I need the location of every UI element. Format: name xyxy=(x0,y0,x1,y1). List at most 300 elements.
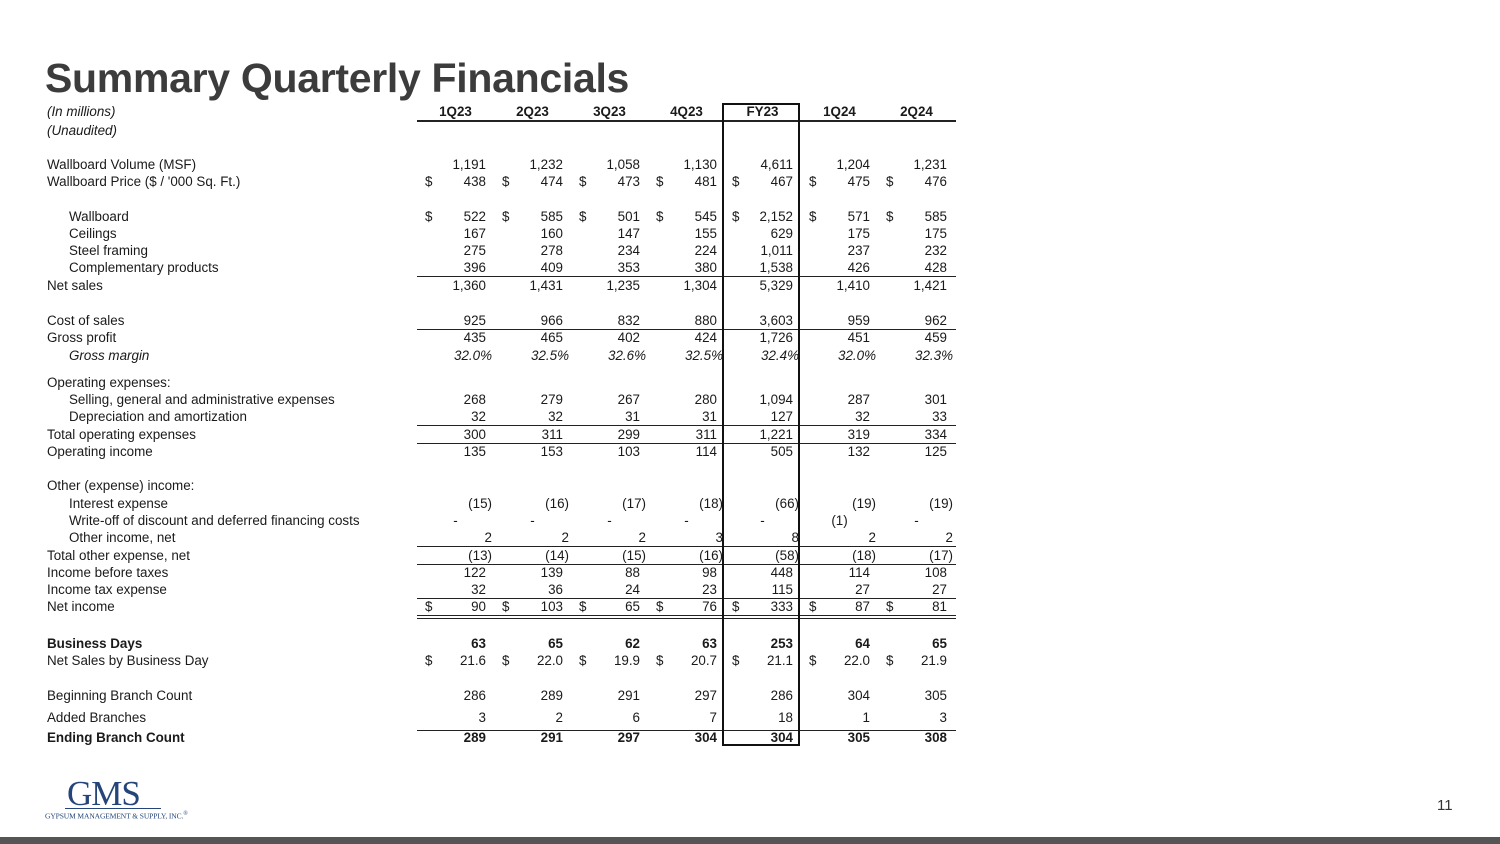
table-row xyxy=(0,208,1000,225)
cell-value: 32.3% xyxy=(915,348,953,363)
cell-value: 31 xyxy=(625,409,640,424)
cell-value: 475 xyxy=(847,174,870,189)
value-cell xyxy=(571,173,648,190)
cell-value: 1 xyxy=(862,710,870,725)
cell-value: (13) xyxy=(468,548,492,563)
cell-value: 1,410 xyxy=(836,278,870,293)
value-cell xyxy=(417,635,494,652)
row-label: Complementary products xyxy=(69,260,219,275)
cell-value: 31 xyxy=(702,409,717,424)
currency-symbol: $ xyxy=(886,174,894,189)
cell-value: 428 xyxy=(924,260,947,275)
cell-value: 304 xyxy=(770,730,793,745)
value-cell xyxy=(801,635,878,652)
table-row xyxy=(0,312,1000,329)
cell-value: 65 xyxy=(548,636,563,651)
table-row xyxy=(0,408,1000,425)
cell-value: 81 xyxy=(932,599,947,614)
cell-value: 545 xyxy=(694,209,717,224)
table-row xyxy=(0,547,1000,564)
table-row xyxy=(0,242,1000,259)
cell-value: 135 xyxy=(463,444,486,459)
value-cell xyxy=(648,687,725,704)
value-cell xyxy=(648,312,725,329)
value-cell xyxy=(648,329,725,346)
cell-value: 289 xyxy=(540,688,563,703)
currency-symbol: $ xyxy=(809,599,817,614)
value-cell xyxy=(417,156,494,173)
value-cell xyxy=(494,443,571,460)
cell-value: 396 xyxy=(463,260,486,275)
cell-value: 19.9 xyxy=(613,653,640,668)
value-cell xyxy=(878,547,955,564)
row-label: Wallboard Price ($ / '000 Sq. Ft.) xyxy=(47,174,241,189)
cell-value: 18 xyxy=(778,710,793,725)
cell-value: 234 xyxy=(617,243,640,258)
value-cell xyxy=(494,259,571,276)
cell-value: 301 xyxy=(924,392,947,407)
cell-value: 27 xyxy=(932,582,947,597)
cell-value: 962 xyxy=(924,313,947,328)
cell-value: 1,094 xyxy=(759,392,793,407)
cell-value: (66) xyxy=(775,496,799,511)
value-cell xyxy=(417,495,494,512)
cell-value: 175 xyxy=(924,226,947,241)
cell-value: 1,538 xyxy=(759,260,793,275)
cell-value: 122 xyxy=(463,565,486,580)
value-cell xyxy=(648,598,725,615)
currency-symbol: $ xyxy=(502,599,510,614)
cell-value: 286 xyxy=(463,688,486,703)
table-row xyxy=(0,156,1000,173)
cell-value: 63 xyxy=(471,636,486,651)
cell-value: 132 xyxy=(847,444,870,459)
cell-value: 4,611 xyxy=(760,157,793,172)
value-cell xyxy=(801,547,878,564)
cell-value: 2 xyxy=(555,710,563,725)
cell-value: 275 xyxy=(463,243,486,258)
cell-value: 32.0% xyxy=(838,348,876,363)
column-header-1q23 xyxy=(417,103,494,120)
cell-value: 103 xyxy=(617,444,640,459)
value-cell xyxy=(648,173,725,190)
cell-value: (18) xyxy=(699,496,723,511)
value-cell xyxy=(571,329,648,346)
value-cell xyxy=(571,225,648,242)
cell-value: 167 xyxy=(463,226,486,241)
row-label: Write-off of discount and deferred financing costs xyxy=(69,513,360,528)
value-cell xyxy=(494,547,571,564)
cell-value: 139 xyxy=(540,565,563,580)
cell-value: 21.9 xyxy=(920,653,947,668)
value-cell xyxy=(801,391,878,408)
value-cell xyxy=(494,156,571,173)
value-cell xyxy=(648,443,725,460)
value-cell xyxy=(878,729,955,746)
cell-value: 3 xyxy=(715,530,723,545)
row-label: (Unaudited) xyxy=(47,123,117,138)
cell-value: 424 xyxy=(694,330,717,345)
cell-value: - xyxy=(684,513,689,528)
value-cell xyxy=(648,495,725,512)
value-cell xyxy=(417,652,494,669)
value-cell xyxy=(878,426,955,443)
cell-value: 501 xyxy=(617,209,640,224)
row-label: Net sales xyxy=(47,278,103,293)
cell-value: 334 xyxy=(924,427,947,442)
cell-value: 160 xyxy=(540,226,563,241)
currency-symbol: $ xyxy=(809,174,817,189)
cell-value: 6 xyxy=(632,710,640,725)
row-underline xyxy=(417,615,956,616)
cell-value: 32.0% xyxy=(454,348,492,363)
cell-value: 8 xyxy=(791,530,799,545)
currency-symbol: $ xyxy=(502,174,510,189)
cell-value: 1,726 xyxy=(759,330,793,345)
cell-value: 32 xyxy=(855,409,870,424)
cell-value: 153 xyxy=(540,444,563,459)
table-row xyxy=(0,564,1000,581)
cell-value: 7 xyxy=(709,710,717,725)
value-cell xyxy=(494,564,571,581)
cell-value: 147 xyxy=(617,226,640,241)
cell-value: 1,231 xyxy=(913,157,947,172)
cell-value: 966 xyxy=(540,313,563,328)
column-header-label: 3Q23 xyxy=(593,104,626,119)
cell-value: - xyxy=(453,513,458,528)
value-cell xyxy=(878,581,955,598)
cell-value: 76 xyxy=(702,599,717,614)
cell-value: 467 xyxy=(770,174,793,189)
cell-value: 127 xyxy=(770,409,793,424)
value-cell xyxy=(878,225,955,242)
value-cell xyxy=(417,408,494,425)
cell-value: 20.7 xyxy=(690,653,717,668)
cell-value: 5,329 xyxy=(759,278,793,293)
row-label: Other income, net xyxy=(69,530,176,545)
cell-value: 319 xyxy=(847,427,870,442)
value-cell xyxy=(417,564,494,581)
currency-symbol: $ xyxy=(732,209,740,224)
table-row xyxy=(0,329,1000,346)
value-cell xyxy=(571,729,648,746)
value-cell xyxy=(571,529,648,546)
table-row xyxy=(0,173,1000,190)
cell-value: (15) xyxy=(622,548,646,563)
value-cell xyxy=(494,347,571,364)
value-cell xyxy=(878,564,955,581)
cell-value: 2 xyxy=(484,530,492,545)
cell-value: 1,204 xyxy=(836,157,870,172)
value-cell xyxy=(571,259,648,276)
value-cell xyxy=(801,529,878,546)
cell-value: 1,421 xyxy=(913,278,947,293)
row-label: Operating income xyxy=(47,444,153,459)
cell-value: 585 xyxy=(540,209,563,224)
cell-value: 286 xyxy=(770,688,793,703)
cell-value: 87 xyxy=(855,599,870,614)
row-label: Income before taxes xyxy=(47,565,169,580)
value-cell xyxy=(494,173,571,190)
value-cell xyxy=(417,391,494,408)
value-cell xyxy=(878,391,955,408)
value-cell xyxy=(878,277,955,294)
cell-value: 98 xyxy=(702,565,717,580)
cell-value: 2 xyxy=(638,530,646,545)
cell-value: 125 xyxy=(924,444,947,459)
value-cell xyxy=(648,156,725,173)
table-row xyxy=(0,374,1000,391)
value-cell xyxy=(494,426,571,443)
value-cell xyxy=(878,652,955,669)
table-row xyxy=(0,512,1000,529)
row-label: Other (expense) income: xyxy=(47,478,195,493)
currency-symbol: $ xyxy=(732,174,740,189)
table-row xyxy=(0,652,1000,669)
value-cell xyxy=(494,598,571,615)
cell-value: 474 xyxy=(540,174,563,189)
value-cell xyxy=(417,173,494,190)
column-header-label: FY23 xyxy=(746,104,779,119)
value-cell xyxy=(648,408,725,425)
currency-symbol: $ xyxy=(425,174,433,189)
row-label: Ceilings xyxy=(69,226,117,241)
cell-value: (18) xyxy=(852,548,876,563)
value-cell xyxy=(801,277,878,294)
column-header-label: 2Q23 xyxy=(516,104,549,119)
value-cell xyxy=(878,687,955,704)
cell-value: 279 xyxy=(540,392,563,407)
cell-value: 32.6% xyxy=(608,348,646,363)
value-cell xyxy=(801,259,878,276)
row-label: Income tax expense xyxy=(47,582,167,597)
cell-value: 32.5% xyxy=(531,348,569,363)
value-cell xyxy=(417,443,494,460)
cell-value: 289 xyxy=(463,730,486,745)
currency-symbol: $ xyxy=(809,209,817,224)
value-cell xyxy=(571,495,648,512)
cell-value: 115 xyxy=(771,582,793,597)
value-cell xyxy=(494,635,571,652)
cell-value: 435 xyxy=(463,330,486,345)
double-underline xyxy=(417,618,956,619)
row-label: Interest expense xyxy=(69,496,169,511)
cell-value: 311 xyxy=(541,427,563,442)
value-cell xyxy=(571,312,648,329)
value-cell xyxy=(801,173,878,190)
value-cell xyxy=(801,687,878,704)
currency-symbol: $ xyxy=(886,209,894,224)
table-row xyxy=(0,391,1000,408)
cell-value: 103 xyxy=(540,599,563,614)
value-cell xyxy=(878,512,955,529)
cell-value: 114 xyxy=(848,565,870,580)
value-cell xyxy=(801,512,878,529)
cell-value: 65 xyxy=(625,599,640,614)
currency-symbol: $ xyxy=(425,209,433,224)
value-cell xyxy=(878,635,955,652)
value-cell xyxy=(571,564,648,581)
cell-value: 33 xyxy=(932,409,947,424)
table-row xyxy=(0,225,1000,242)
fy23-column-highlight xyxy=(722,103,800,746)
cell-value: (16) xyxy=(545,496,569,511)
cell-value: 3,603 xyxy=(759,313,793,328)
value-cell xyxy=(494,391,571,408)
row-label: Added Branches xyxy=(47,710,147,725)
cell-value: 300 xyxy=(463,427,486,442)
cell-value: - xyxy=(914,513,919,528)
value-cell xyxy=(801,598,878,615)
cell-value: 585 xyxy=(924,209,947,224)
cell-value: 22.0 xyxy=(536,653,563,668)
page-title: Summary Quarterly Financials xyxy=(45,55,630,101)
cell-value: 297 xyxy=(694,688,717,703)
value-cell xyxy=(571,635,648,652)
cell-value: 308 xyxy=(924,730,947,745)
logo-rule xyxy=(65,808,161,809)
cell-value: 280 xyxy=(694,392,717,407)
value-cell xyxy=(801,347,878,364)
cell-value: 32 xyxy=(548,409,563,424)
cell-value: 476 xyxy=(924,174,947,189)
value-cell xyxy=(801,408,878,425)
cell-value: 1,130 xyxy=(683,157,717,172)
currency-symbol: $ xyxy=(502,653,510,668)
value-cell xyxy=(648,391,725,408)
cell-value: 108 xyxy=(924,565,947,580)
value-cell xyxy=(494,312,571,329)
value-cell xyxy=(801,564,878,581)
value-cell xyxy=(417,277,494,294)
cell-value: 299 xyxy=(617,427,640,442)
value-cell xyxy=(648,709,725,726)
value-cell xyxy=(571,547,648,564)
cell-value: 32 xyxy=(471,582,486,597)
cell-value: 1,011 xyxy=(760,243,793,258)
table-row xyxy=(0,495,1000,512)
row-label: Wallboard Volume (MSF) xyxy=(47,157,197,172)
cell-value: 1,058 xyxy=(606,157,640,172)
row-label: Business Days xyxy=(47,636,143,651)
value-cell xyxy=(878,443,955,460)
currency-symbol: $ xyxy=(732,599,740,614)
row-label: Depreciation and amortization xyxy=(69,409,247,424)
table-row xyxy=(0,443,1000,460)
cell-value: 297 xyxy=(617,730,640,745)
value-cell xyxy=(571,581,648,598)
row-label: Cost of sales xyxy=(47,313,125,328)
column-header-2q23 xyxy=(494,103,571,120)
cell-value: 65 xyxy=(932,636,947,651)
value-cell xyxy=(801,329,878,346)
row-label: Total other expense, net xyxy=(47,548,190,563)
value-cell xyxy=(878,495,955,512)
value-cell xyxy=(801,652,878,669)
table-row xyxy=(0,729,1000,746)
row-label: Selling, general and administrative expenses xyxy=(69,392,335,407)
value-cell xyxy=(878,242,955,259)
table-row xyxy=(0,529,1000,546)
cell-value: 305 xyxy=(847,730,870,745)
cell-value: (19) xyxy=(929,496,953,511)
cell-value: 1,304 xyxy=(683,278,717,293)
table-row xyxy=(0,581,1000,598)
value-cell xyxy=(494,512,571,529)
cell-value: 353 xyxy=(617,260,640,275)
currency-symbol: $ xyxy=(809,653,817,668)
cell-value: 333 xyxy=(770,599,793,614)
footer-bar xyxy=(0,837,1500,844)
logo-mark: GMS xyxy=(67,774,140,813)
table-row xyxy=(0,426,1000,443)
value-cell xyxy=(494,408,571,425)
value-cell xyxy=(571,598,648,615)
currency-symbol: $ xyxy=(579,209,587,224)
value-cell xyxy=(801,443,878,460)
cell-value: 473 xyxy=(617,174,640,189)
column-header-1q24 xyxy=(801,103,878,120)
cell-value: 2 xyxy=(945,530,953,545)
currency-symbol: $ xyxy=(425,653,433,668)
page-number: 11 xyxy=(1437,797,1453,814)
currency-symbol: $ xyxy=(886,599,894,614)
value-cell xyxy=(417,581,494,598)
cell-value: 522 xyxy=(463,209,486,224)
cell-value: 459 xyxy=(924,330,947,345)
row-label: Total operating expenses xyxy=(47,427,196,442)
cell-value: 291 xyxy=(540,730,563,745)
currency-symbol: $ xyxy=(656,209,664,224)
value-cell xyxy=(801,225,878,242)
cell-value: 21.1 xyxy=(766,653,793,668)
value-cell xyxy=(571,208,648,225)
cell-value: 1,232 xyxy=(529,157,563,172)
value-cell xyxy=(571,347,648,364)
cell-value: 505 xyxy=(770,444,793,459)
value-cell xyxy=(417,529,494,546)
cell-value: 304 xyxy=(847,688,870,703)
value-cell xyxy=(494,581,571,598)
cell-value: 571 xyxy=(847,209,870,224)
value-cell xyxy=(494,709,571,726)
value-cell xyxy=(417,225,494,242)
value-cell xyxy=(494,242,571,259)
cell-value: 1,431 xyxy=(529,278,563,293)
cell-value: 311 xyxy=(695,427,717,442)
cell-value: 1,191 xyxy=(452,157,486,172)
value-cell xyxy=(801,729,878,746)
value-cell xyxy=(878,709,955,726)
currency-symbol: $ xyxy=(579,174,587,189)
cell-value: 3 xyxy=(939,710,947,725)
value-cell xyxy=(648,652,725,669)
cell-value: 237 xyxy=(847,243,870,258)
cell-value: 426 xyxy=(847,260,870,275)
cell-value: 253 xyxy=(770,636,793,651)
table-row xyxy=(0,277,1000,294)
cell-value: 1,221 xyxy=(759,427,793,442)
cell-value: 465 xyxy=(540,330,563,345)
value-cell xyxy=(648,529,725,546)
cell-value: 64 xyxy=(855,636,870,651)
value-cell xyxy=(648,547,725,564)
value-cell xyxy=(648,581,725,598)
value-cell xyxy=(648,242,725,259)
value-cell xyxy=(801,208,878,225)
column-header-2q24 xyxy=(878,103,955,120)
cell-value: 451 xyxy=(847,330,870,345)
